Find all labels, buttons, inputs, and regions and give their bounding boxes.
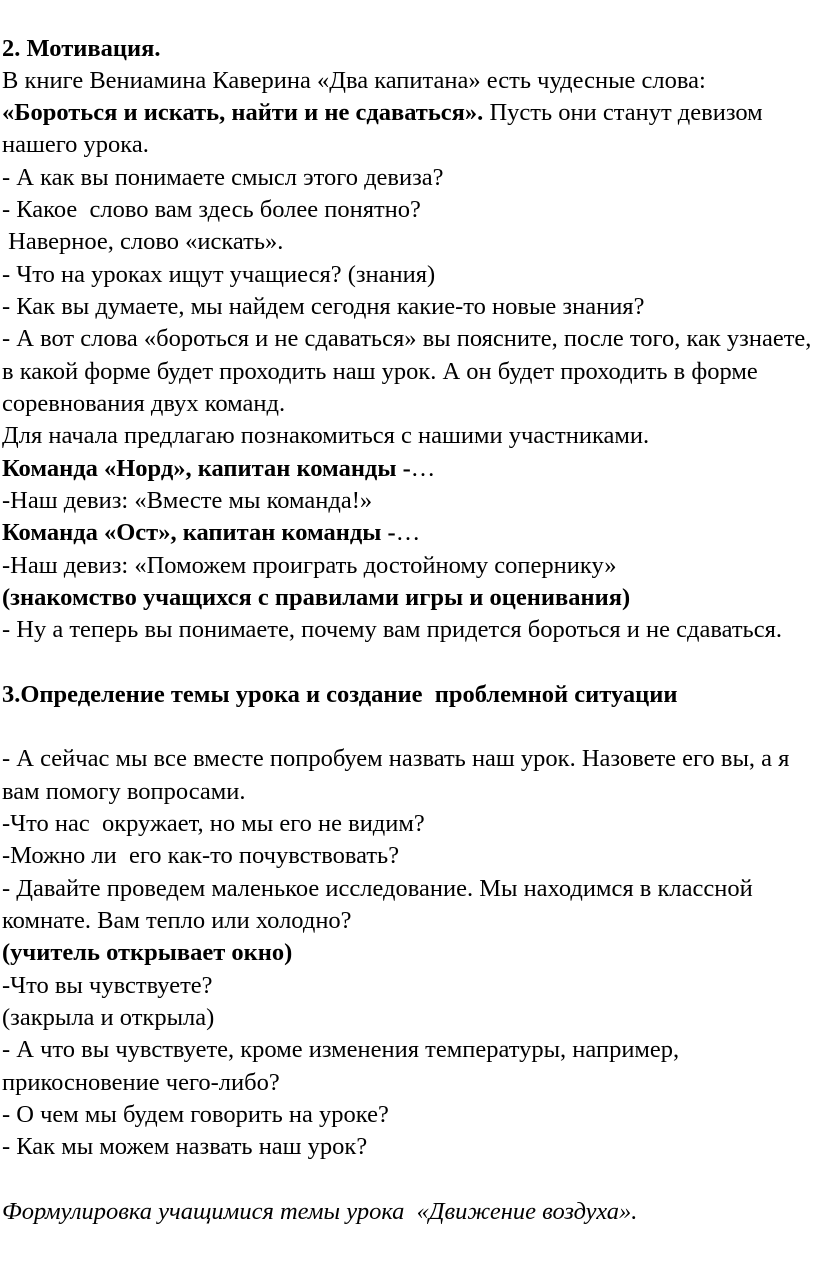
team-name: Команда «Норд», капитан команды - <box>2 455 411 482</box>
paragraph-line: - О чем мы будем говорить на уроке? <box>2 1101 389 1128</box>
paragraph-line: - А что вы чувствуете, кроме изменения температуры, например, <box>2 1036 680 1063</box>
paragraph-line: вам помогу вопросами. <box>2 778 246 805</box>
paragraph-line <box>2 97 763 129</box>
paragraph-line: -Можно ли его как-то почувствовать? <box>2 842 400 869</box>
paragraph-line: нашего урока. <box>2 131 149 158</box>
lesson-topic-formulation: Формулировка учащимися темы урока «Движение воздуха». <box>2 1198 638 1225</box>
paragraph-line: В книге Вениамина Каверина «Два капитана» есть чудесные слова: <box>2 67 706 94</box>
paragraph-line: (закрыла и открыла) <box>2 1004 215 1031</box>
team-motto: -Наш девиз: «Поможем проиграть достойному сопернику» <box>2 552 617 579</box>
rules-note: (знакомство учащихся с правилами игры и оценивания) <box>2 584 631 611</box>
paragraph-line: - Как вы думаете, мы найдем сегодня какие-то новые знания? <box>2 293 645 320</box>
paragraph-line: - Давайте проведем маленькое исследование. Мы находимся в классной <box>2 875 753 902</box>
section-heading-motivation: 2. Мотивация. <box>2 35 161 62</box>
paragraph-line: прикосновение чего-либо? <box>2 1069 280 1096</box>
paragraph-text: Пусть они станут девизом <box>483 99 763 126</box>
team-name: Команда «Ост», капитан команды - <box>2 519 396 546</box>
teacher-action-note: (учитель открывает окно) <box>2 939 293 966</box>
paragraph-line: - А как вы понимаете смысл этого девиза? <box>2 164 444 191</box>
paragraph-line: в какой форме будет проходить наш урок. А он будет проходить в форме <box>2 358 758 385</box>
paragraph-line: - Какое слово вам здесь более понятно? <box>2 196 421 223</box>
paragraph-line: -Что нас окружает, но мы его не видим? <box>2 810 425 837</box>
paragraph-line: Для начала предлагаю познакомиться с нашими участниками. <box>2 422 650 449</box>
captain-placeholder: … <box>395 519 421 546</box>
paragraph-line: - Что на уроках ищут учащиеся? (знания) <box>2 261 436 288</box>
paragraph-line: комнате. Вам тепло или холодно? <box>2 907 352 934</box>
motto-quote: «Бороться и искать, найти и не сдаваться». <box>2 99 484 126</box>
paragraph-line: - Ну а теперь вы понимаете, почему вам придется бороться и не сдаваться. <box>2 616 782 643</box>
team-line-nord <box>2 453 435 485</box>
paragraph-line: -Что вы чувствуете? <box>2 972 213 999</box>
paragraph-line: - Как мы можем назвать наш урок? <box>2 1133 368 1160</box>
paragraph-line: соревнования двух команд. <box>2 390 286 417</box>
section-heading-topic: 3.Определение темы урока и создание проблемной ситуации <box>2 681 678 708</box>
paragraph-line: - А вот слова «бороться и не сдаваться» вы поясните, после того, как узнаете, <box>2 325 812 352</box>
team-line-ost <box>2 517 420 549</box>
team-motto: -Наш девиз: «Вместе мы команда!» <box>2 487 373 514</box>
paragraph-line: - А сейчас мы все вместе попробуем назвать наш урок. Назовете его вы, а я <box>2 745 790 772</box>
paragraph-line: Наверное, слово «искать». <box>2 228 284 255</box>
captain-placeholder: … <box>410 455 436 482</box>
